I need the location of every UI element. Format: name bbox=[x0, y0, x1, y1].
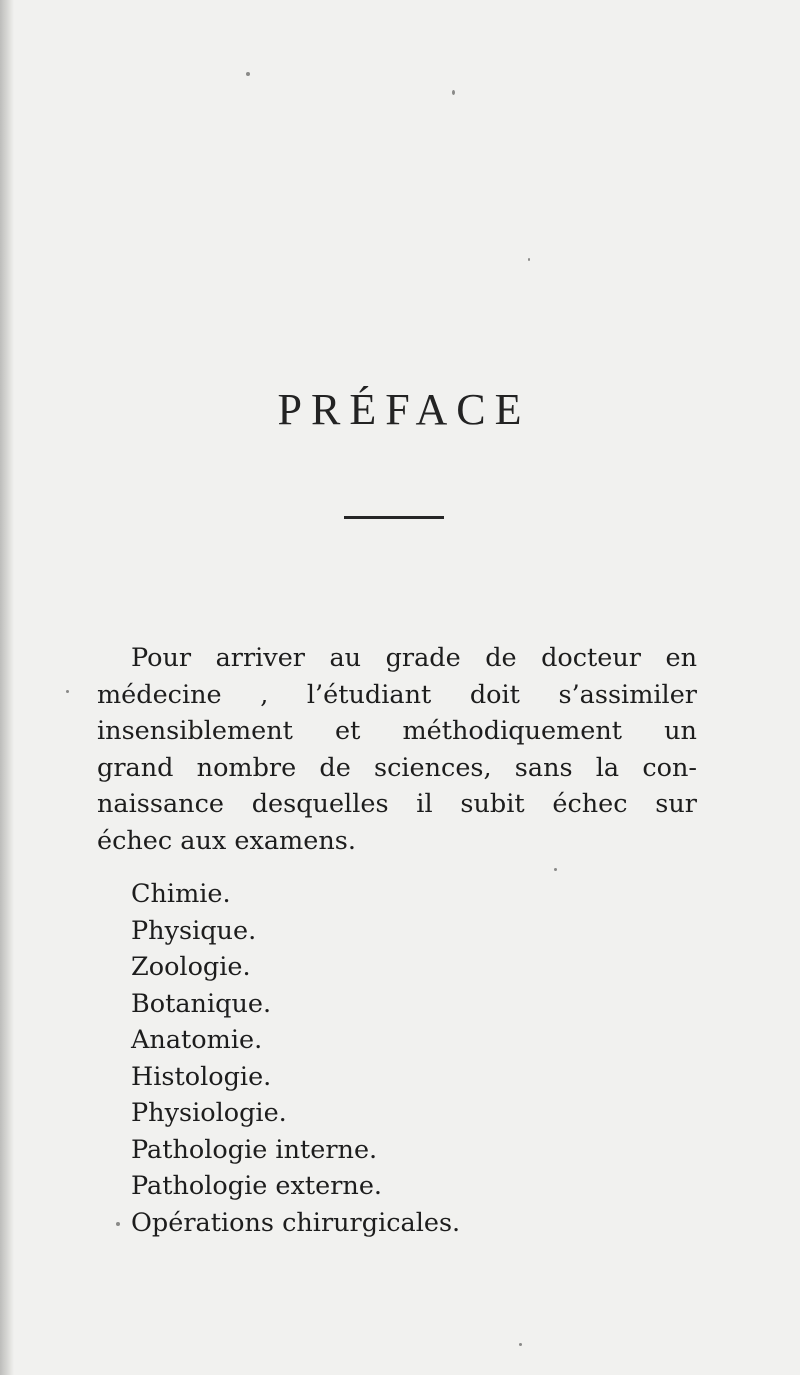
subject-item: Opérations chirurgicales. bbox=[131, 1207, 461, 1238]
subject-item: Pathologie externe. bbox=[131, 1171, 383, 1201]
subject-item: Botanique. bbox=[131, 988, 272, 1019]
page-title: PRÉFACE bbox=[277, 385, 531, 434]
subject-item: Pathologie interne. bbox=[131, 1134, 378, 1165]
paragraph-line: médecine , l’étudiant doit s’assimiler bbox=[97, 679, 697, 710]
subject-item: Physique. bbox=[131, 915, 257, 946]
paper-speck bbox=[554, 868, 557, 871]
subject-item: Histologie. bbox=[131, 1061, 272, 1092]
paragraph-line: grand nombre de sciences, sans la con- bbox=[97, 752, 697, 783]
page-gutter-shadow bbox=[0, 0, 14, 1375]
title-rule bbox=[344, 516, 444, 519]
paper-speck bbox=[66, 690, 69, 693]
subject-item: Anatomie. bbox=[131, 1025, 263, 1055]
subject-item: Physiologie. bbox=[131, 1098, 287, 1128]
paper-speck bbox=[519, 1343, 522, 1346]
preface-paragraph bbox=[97, 640, 697, 859]
paper-speck bbox=[116, 1222, 120, 1226]
subject-item: Zoologie. bbox=[131, 952, 251, 982]
paper-speck bbox=[452, 90, 455, 95]
paragraph-line: Pour arriver au grade de docteur en bbox=[131, 643, 697, 673]
paragraph-line: échec aux examens. bbox=[97, 825, 356, 856]
paragraph-line: naissance desquelles il subit échec sur bbox=[97, 789, 697, 819]
paper-speck bbox=[528, 258, 530, 261]
paragraph-line: insensiblement et méthodiquement un bbox=[97, 716, 697, 746]
paper-speck bbox=[246, 72, 250, 76]
subject-list bbox=[131, 876, 460, 1241]
subject-item: Chimie. bbox=[131, 879, 231, 909]
